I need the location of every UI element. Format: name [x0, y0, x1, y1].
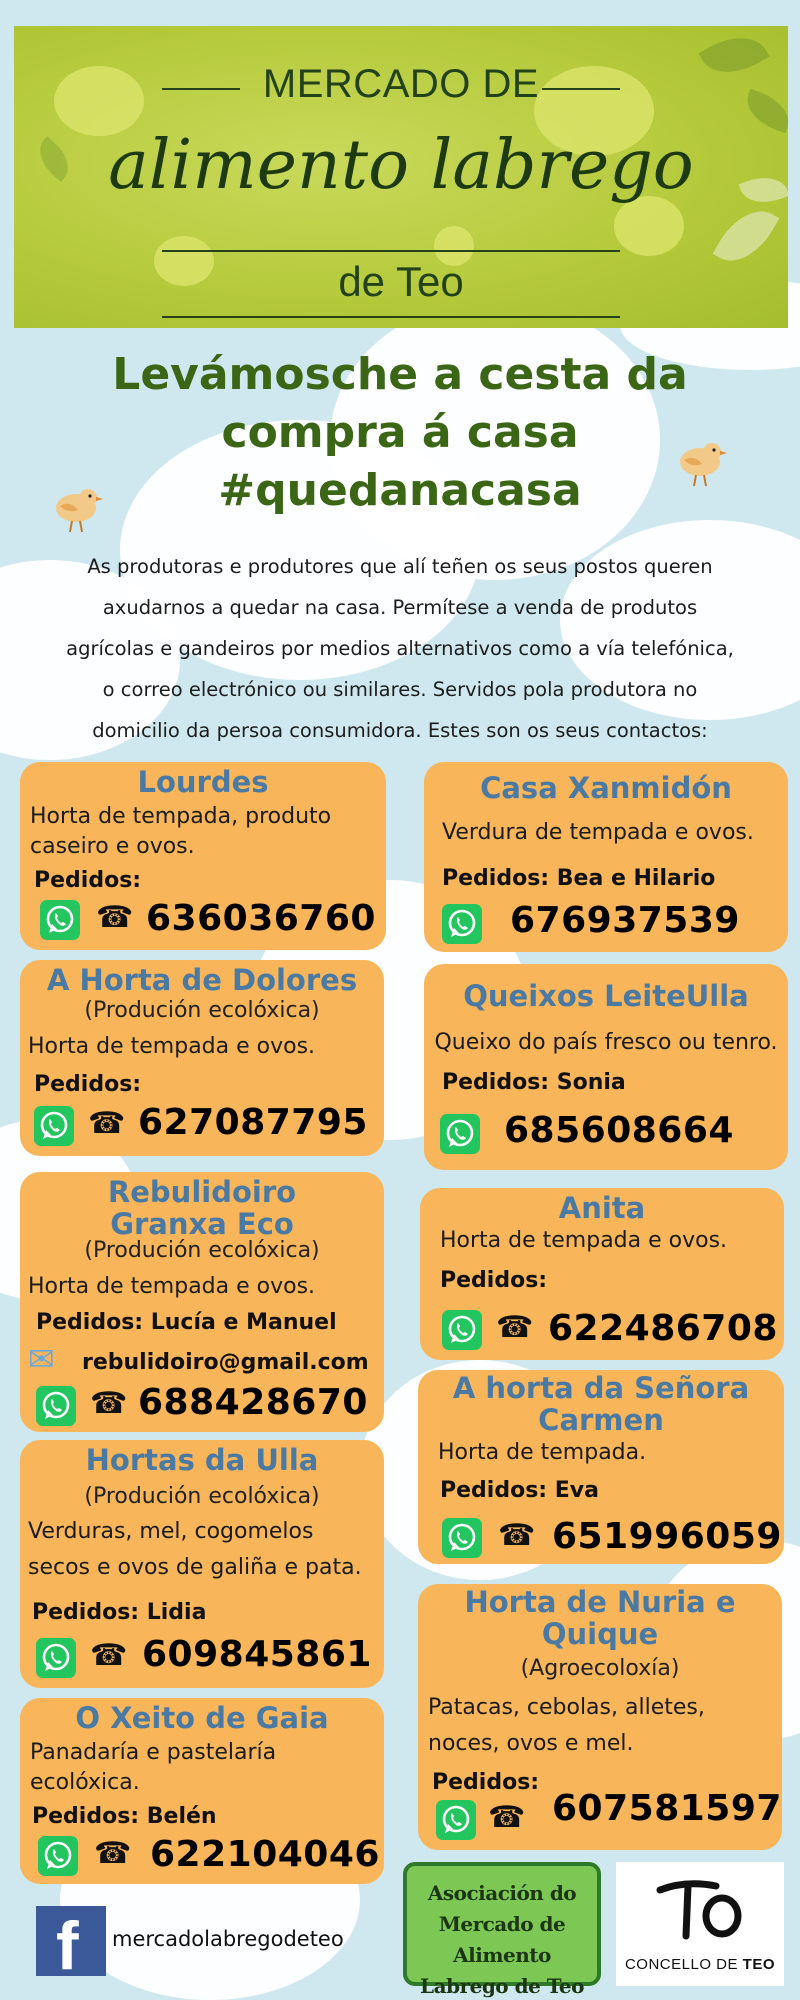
producer-description: Patacas, cebolas, alletes, noces, ovos e mel.	[428, 1695, 705, 1756]
intro-line: axudarnos a quedar na casa. Permítese a venda de produtos	[102, 596, 698, 619]
facebook-icon[interactable]: f	[36, 1906, 106, 1976]
orders-label: Pedidos: Sonia	[442, 1070, 626, 1095]
facebook-page-name[interactable]: mercadolabregodeteo	[112, 1927, 344, 1951]
headline-line: Levámosche a cesta da	[112, 349, 688, 400]
concello-logo	[616, 1862, 784, 1986]
concello-text: CONCELLO DE TEO	[624, 1956, 776, 1973]
producer-name: Horta de Nuria e Quique	[464, 1585, 736, 1651]
whatsapp-icon[interactable]	[40, 900, 80, 940]
whatsapp-icon[interactable]	[34, 1106, 74, 1146]
bird-icon	[672, 432, 728, 492]
phone-number[interactable]: 627087795	[138, 1102, 368, 1143]
orders-label: Pedidos:	[34, 868, 142, 893]
intro-line: domicilio da persoa consumidora. Estes son os seus contactos:	[92, 719, 708, 742]
telephone-icon: ☎	[90, 1386, 128, 1421]
orders-label: Pedidos: Lidia	[32, 1600, 207, 1625]
whatsapp-icon[interactable]	[36, 1638, 76, 1678]
producer-name: A horta da Señora Carmen	[452, 1371, 750, 1437]
banner-script-text: alimento labrego	[108, 126, 694, 205]
phone-number[interactable]: 651996059	[552, 1516, 782, 1557]
producer-card-anita	[420, 1188, 784, 1360]
association-logo: Asociación do Mercado de Alimento Labrego de Teo	[403, 1862, 601, 1986]
telephone-icon: ☎	[88, 1106, 126, 1141]
headline-hashtag: #quedanacasa	[218, 465, 582, 516]
producer-subtitle: (Produción ecolóxica)	[84, 998, 320, 1023]
whatsapp-icon[interactable]	[442, 904, 482, 944]
headline-line: compra á casa	[221, 407, 579, 458]
header-banner	[14, 26, 788, 328]
producer-description: Horta de tempada e ovos.	[28, 1274, 316, 1299]
producer-subtitle: (Produción ecolóxica)	[84, 1484, 320, 1509]
producer-card-xeito-de-gaia	[20, 1698, 384, 1884]
producer-name: Anita	[558, 1191, 646, 1225]
producer-description: Queixo do país fresco ou tenro.	[434, 1030, 778, 1055]
intro-line: o correo electrónico ou similares. Servidos pola produtora no	[102, 678, 698, 701]
phone-number[interactable]: 685608664	[504, 1110, 734, 1151]
intro-text	[30, 546, 770, 751]
telephone-icon: ☎	[96, 900, 134, 935]
producer-description: Panadaría e pastelaría ecolóxica.	[30, 1740, 277, 1795]
producer-name: A Horta de Dolores	[46, 963, 358, 997]
producer-subtitle: (Agroecoloxía)	[520, 1656, 680, 1681]
whatsapp-icon[interactable]	[436, 1800, 476, 1840]
orders-label: Pedidos: Lucía e Manuel	[36, 1310, 337, 1335]
whatsapp-icon[interactable]	[442, 1310, 482, 1350]
orders-label: Pedidos: Belén	[32, 1804, 217, 1829]
concello-mark-icon	[656, 1876, 746, 1946]
orders-label: Pedidos:	[34, 1072, 142, 1097]
phone-number[interactable]: 622486708	[548, 1308, 778, 1349]
banner-top-text: MERCADO DE	[262, 62, 540, 106]
banner-bottom-text: de Teo	[338, 258, 464, 305]
whatsapp-icon[interactable]	[442, 1518, 482, 1558]
envelope-icon: ✉	[28, 1340, 55, 1378]
producer-name: Hortas da Ulla	[85, 1443, 319, 1477]
producer-name: O Xeito de Gaia	[75, 1701, 329, 1735]
whatsapp-icon[interactable]	[440, 1114, 480, 1154]
orders-label: Pedidos:	[432, 1770, 540, 1795]
orders-label: Pedidos: Eva	[440, 1478, 599, 1503]
producer-description: Horta de tempada e ovos.	[28, 1034, 316, 1059]
producer-name: Rebulidoiro Granxa Eco	[107, 1175, 297, 1241]
phone-number[interactable]: 609845861	[142, 1634, 372, 1675]
producer-card-hortas-da-ulla	[20, 1440, 384, 1688]
phone-number[interactable]: 636036760	[146, 898, 376, 939]
producer-name: Lourdes	[137, 765, 269, 799]
phone-number[interactable]: 607581597	[552, 1788, 782, 1829]
producer-description: Horta de tempada.	[438, 1440, 647, 1465]
phone-number[interactable]: 688428670	[138, 1382, 368, 1423]
banner-rule	[162, 250, 620, 252]
intro-line: agrícolas e gandeiros por medios alternativos como a vía telefónica,	[66, 637, 734, 660]
producer-card-senora-carmen	[418, 1370, 784, 1564]
producer-card-rebulidoiro	[20, 1172, 384, 1432]
producer-card-dolores	[20, 960, 384, 1156]
telephone-icon: ☎	[488, 1800, 526, 1835]
whatsapp-icon[interactable]	[38, 1836, 78, 1876]
phone-number[interactable]: 622104046	[150, 1834, 380, 1875]
headline	[60, 346, 740, 520]
bird-icon	[48, 478, 104, 538]
orders-label: Pedidos:	[440, 1268, 548, 1293]
phone-number[interactable]: 676937539	[510, 900, 740, 941]
producer-description: Verduras, mel, cogomelos secos e ovos de galiña e pata.	[28, 1519, 362, 1580]
telephone-icon: ☎	[90, 1638, 128, 1673]
producer-description: Horta de tempada, produto caseiro e ovos.	[30, 804, 332, 859]
producer-name: Casa Xanmidón	[480, 771, 732, 805]
banner-rule	[162, 316, 620, 318]
producer-card-queixos-leiteulla	[424, 964, 788, 1170]
telephone-icon: ☎	[94, 1836, 132, 1871]
intro-line: As produtoras e produtores que alí teñen os seus postos queren	[87, 555, 713, 578]
orders-label: Pedidos: Bea e Hilario	[442, 866, 716, 891]
producer-card-casa-xanmidon	[424, 762, 788, 952]
telephone-icon: ☎	[496, 1310, 534, 1345]
producer-card-lourdes	[20, 762, 386, 950]
producer-description: Verdura de tempada e ovos.	[442, 820, 754, 845]
producer-description: Horta de tempada e ovos.	[440, 1228, 728, 1253]
producer-subtitle: (Produción ecolóxica)	[84, 1238, 320, 1263]
email-address[interactable]: rebulidoiro@gmail.com	[82, 1350, 369, 1375]
producer-name: Queixos LeiteUlla	[463, 979, 749, 1013]
whatsapp-icon[interactable]	[36, 1386, 76, 1426]
producer-card-nuria-e-quique	[418, 1584, 782, 1850]
telephone-icon: ☎	[498, 1518, 536, 1553]
